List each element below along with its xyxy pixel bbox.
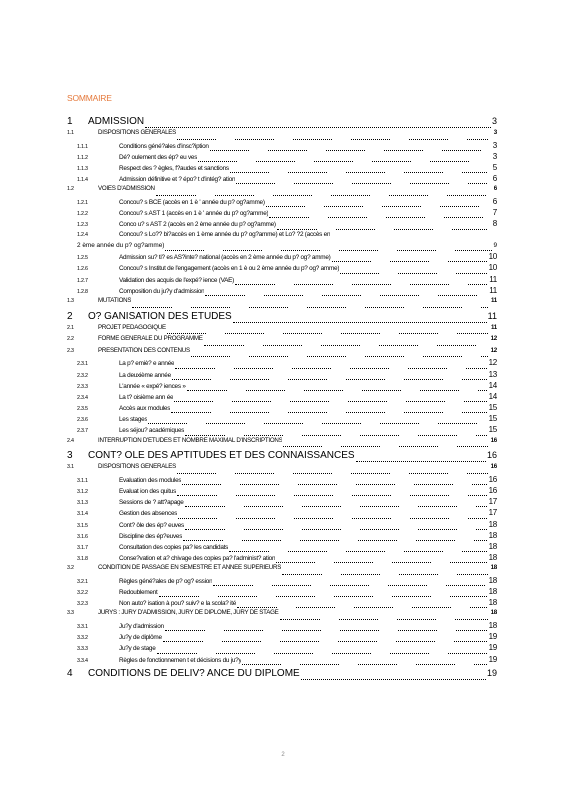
toc-entry-number: 1.2.7 bbox=[77, 277, 88, 284]
toc-entry-leader bbox=[237, 601, 487, 609]
toc-entry-page: 19 bbox=[488, 632, 497, 642]
toc-entry[interactable] bbox=[67, 116, 497, 129]
toc-entry-leader bbox=[236, 177, 487, 185]
toc-entry-number: 1.3 bbox=[67, 297, 74, 304]
toc-entry-leader bbox=[159, 590, 487, 598]
toc-entry-page: 3 bbox=[492, 140, 497, 150]
toc-entry-number: 3.1.8 bbox=[77, 556, 88, 563]
toc-entry-number: 3.1.5 bbox=[77, 522, 88, 529]
toc-entry-label: Accès aux modules bbox=[119, 405, 171, 413]
toc-entry[interactable] bbox=[67, 564, 497, 576]
toc-entry-leader bbox=[229, 545, 487, 553]
toc-entry-label: Conditions géné?ales d'insc?iption bbox=[119, 142, 209, 150]
toc-entry[interactable] bbox=[67, 347, 497, 359]
toc-entry-page: 16 bbox=[490, 436, 497, 444]
toc-entry-label: Validation des acquis de l'expé? ience (VAE) bbox=[119, 276, 235, 284]
toc-entry-page: 14 bbox=[488, 391, 497, 401]
toc-entry-leader bbox=[182, 478, 487, 486]
toc-entry-label: La deuxième année bbox=[119, 371, 171, 379]
toc-entry[interactable] bbox=[67, 486, 497, 497]
toc-entry-label: Respect des ? ègles, f?audes et sanctions bbox=[119, 164, 229, 172]
toc-entry-page: 19 bbox=[486, 667, 497, 678]
toc-entry-label: Cont? ôle des ép? euves bbox=[119, 521, 184, 529]
toc-entry-number: 1.1.2 bbox=[77, 154, 88, 161]
toc-entry-leader bbox=[280, 613, 488, 621]
toc-entry-label: Ju?y de diplôme bbox=[119, 634, 162, 642]
toc-entry-number: 3.1.6 bbox=[77, 533, 88, 540]
toc-entry[interactable] bbox=[67, 531, 497, 542]
toc-heading: SOMMAIRE bbox=[67, 93, 112, 103]
toc-entry-page: 6 bbox=[492, 196, 497, 206]
toc-entry-number: 1.1.3 bbox=[77, 165, 88, 172]
toc-entry-label: Sessions de ? att?apage bbox=[119, 499, 184, 507]
toc-entry[interactable] bbox=[67, 450, 497, 463]
toc-entry[interactable] bbox=[67, 632, 497, 643]
toc-entry-label: Les stages bbox=[119, 416, 148, 424]
toc-entry-page: 18 bbox=[490, 609, 497, 617]
toc-entry-number: 1.1 bbox=[67, 130, 74, 136]
toc-entry-number: 3.1.2 bbox=[77, 489, 88, 495]
toc-entry-leader bbox=[266, 200, 487, 208]
toc-entry-page: 11 bbox=[489, 285, 497, 295]
toc-entry-page: 15 bbox=[488, 414, 497, 424]
toc-entry-number: 1.2.3 bbox=[77, 222, 88, 229]
toc-entry-page: 16 bbox=[490, 463, 497, 471]
toc-entry-label: CONT? OLE DES APTITUDES ET DES CONNAISSANCES bbox=[88, 450, 355, 462]
toc-entry-number: 1.1.4 bbox=[77, 177, 88, 184]
toc-entry[interactable] bbox=[67, 358, 497, 369]
toc-entry-label: MUTATIONS bbox=[98, 296, 132, 304]
toc-entry-label: Composition du ju?y d'admission bbox=[119, 287, 205, 295]
toc-entry-leader bbox=[172, 373, 487, 381]
toc-entry-leader bbox=[165, 244, 492, 252]
toc-entry[interactable] bbox=[67, 174, 497, 185]
toc-entry-leader bbox=[269, 211, 487, 219]
toc-entry-leader bbox=[175, 362, 487, 370]
toc-entry-number: 2.3.4 bbox=[77, 394, 88, 401]
toc-entry-number: 3.1.3 bbox=[77, 500, 88, 507]
toc-entry-number: 3.2.1 bbox=[77, 578, 88, 585]
toc-entry-number: 1.2.6 bbox=[77, 266, 88, 273]
toc-entry-label: Concou? s Lo?? bi?accès en 1 ème année du p? og?amme) et Lo? ?2 (accès en bbox=[119, 230, 331, 238]
toc-entry-leader bbox=[332, 255, 487, 263]
toc-entry-leader bbox=[356, 455, 486, 463]
toc-entry-number: 3.1.7 bbox=[77, 544, 88, 551]
toc-entry-page: 18 bbox=[488, 541, 497, 551]
toc-entry-number: 2.3.1 bbox=[77, 361, 88, 368]
toc-entry-label: Conse?vation et a? chivage des copies pa? l'administ? ation bbox=[119, 555, 276, 563]
toc-entry[interactable] bbox=[67, 497, 497, 508]
toc-entry[interactable] bbox=[67, 598, 497, 609]
toc-entry-leader bbox=[301, 673, 486, 681]
toc-entry-leader bbox=[177, 133, 488, 141]
toc-entry[interactable] bbox=[67, 219, 497, 230]
toc-entry[interactable] bbox=[67, 609, 497, 621]
toc-entry-leader bbox=[165, 624, 487, 632]
toc-entry-leader bbox=[177, 489, 487, 497]
toc-entry-label: Ju?y de stage bbox=[119, 645, 156, 653]
toc-entry-number: 1.2 bbox=[67, 186, 74, 193]
toc-entry[interactable] bbox=[67, 335, 497, 347]
toc-entry[interactable] bbox=[67, 508, 497, 519]
toc-entry-label: 2 ème année du p? og?amme) bbox=[77, 241, 165, 249]
toc-entry-number: 2.3 bbox=[67, 347, 74, 354]
toc-entry-leader bbox=[187, 384, 487, 392]
toc-entry-number: 3.1 bbox=[67, 464, 74, 471]
toc-entry[interactable] bbox=[67, 324, 497, 336]
toc-entry-page: 5 bbox=[492, 162, 497, 172]
toc-entry-page: 16 bbox=[488, 474, 497, 484]
toc-entry-leader bbox=[167, 327, 488, 335]
toc-entry-leader bbox=[163, 635, 487, 643]
toc-entry[interactable] bbox=[67, 553, 497, 564]
toc-entry-leader bbox=[183, 534, 487, 542]
toc-entry-number: 2.3.6 bbox=[77, 417, 88, 424]
toc-entry-leader bbox=[282, 568, 488, 576]
toc-entry[interactable] bbox=[67, 197, 497, 208]
toc-entry-leader bbox=[177, 467, 488, 475]
toc-entry-number: 1.2.2 bbox=[77, 211, 88, 218]
toc-entry-number: 4 bbox=[67, 667, 73, 679]
toc-entry-leader bbox=[276, 556, 487, 564]
toc-entry-label: Règles géné?ales de p? og? ession bbox=[119, 577, 213, 585]
toc-entry-label: ADMISSION bbox=[88, 116, 145, 127]
toc-entry-page: 11 bbox=[489, 274, 497, 284]
toc-entry-label: Consultation des copies pa? les candidats bbox=[119, 543, 229, 551]
toc-entry-number: 3.1.1 bbox=[77, 477, 88, 484]
toc-entry-label: Gestion des absences bbox=[119, 510, 178, 518]
toc-entry-page: 18 bbox=[490, 564, 497, 572]
toc-entry-label: Les séjou? académiques bbox=[119, 427, 185, 435]
toc-entry[interactable] bbox=[67, 208, 497, 219]
toc-entry-leader bbox=[242, 658, 487, 666]
toc-entry-page: 8 bbox=[492, 219, 497, 229]
toc-entry-page: 3 bbox=[492, 151, 497, 161]
toc-entry-label: FORME GENERALE DU PROGRAMME bbox=[98, 335, 203, 343]
toc-entry-label: L'année « expé? iences » bbox=[119, 382, 186, 390]
toc-entry-page: 6 bbox=[492, 174, 497, 184]
toc-entry-label: JURYS : JURY D'ADMISSION, JURY DE DIPLÔME, JURY DE STAGE bbox=[98, 609, 279, 617]
toc-entry[interactable] bbox=[67, 263, 497, 274]
toc-entry-page: 16 bbox=[486, 450, 497, 461]
toc-entry-label: Evaluation des modules bbox=[119, 476, 182, 484]
toc-entry-number: 3.2.3 bbox=[77, 601, 88, 608]
toc-entry[interactable] bbox=[67, 655, 497, 666]
toc-entry-page: 18 bbox=[488, 530, 497, 540]
toc-entry-number: 1 bbox=[67, 116, 73, 127]
toc-entry-page: 16 bbox=[488, 486, 497, 495]
toc-entry[interactable] bbox=[67, 370, 497, 381]
toc-entry-page: 14 bbox=[488, 380, 497, 390]
toc-entry-number: 2.1 bbox=[67, 324, 74, 331]
toc-entry-leader bbox=[340, 267, 487, 275]
toc-entry[interactable] bbox=[67, 152, 497, 163]
toc-entry-leader bbox=[235, 278, 487, 286]
toc-entry-page: 18 bbox=[488, 587, 497, 597]
table-of-contents bbox=[67, 114, 497, 681]
toc-entry-label: Concou? s Institut de l'engagement (accès en 1 è ou 2 ème année du p? og? amme) bbox=[119, 265, 340, 273]
toc-entry-label: INTERRUPTION D'ETUDES ET NOMBRE MAXIMAL D'INSCRIPTIONS bbox=[98, 436, 283, 444]
toc-entry-leader bbox=[205, 289, 487, 297]
toc-entry-label: Concou? s BCE (accès en 1 è ' année du p? og?amme) bbox=[119, 198, 265, 206]
toc-entry[interactable] bbox=[67, 520, 497, 531]
toc-entry-leader bbox=[185, 429, 487, 437]
toc-entry-page: 10 bbox=[488, 252, 497, 262]
toc-entry-number: 2.2 bbox=[67, 336, 74, 343]
toc-entry-page: 3 bbox=[493, 129, 497, 136]
toc-entry-label: Discipline des ép?euves bbox=[119, 532, 183, 540]
toc-entry-label: Ju?y d'admission bbox=[119, 623, 164, 631]
toc-entry-page: 15 bbox=[488, 403, 497, 413]
toc-entry-number: 3.3.4 bbox=[77, 657, 88, 664]
toc-entry-page: 17 bbox=[488, 497, 497, 507]
toc-entry-page: 11 bbox=[490, 323, 497, 331]
toc-entry[interactable] bbox=[67, 242, 497, 253]
toc-entry-page: 18 bbox=[488, 598, 497, 608]
toc-entry-leader bbox=[191, 350, 488, 358]
toc-entry-leader bbox=[213, 579, 487, 587]
toc-entry-number: 2.3.5 bbox=[77, 406, 88, 413]
toc-entry-label: Non auto? isation à pou? suiv? e la scola? ité bbox=[119, 600, 237, 608]
toc-entry-label: Admission su? ti? es AS?inte? national (accès en 2 ème année du p? og? amme) bbox=[119, 254, 331, 262]
toc-entry-page: 19 bbox=[488, 643, 497, 653]
toc-entry[interactable] bbox=[67, 475, 497, 486]
toc-entry[interactable] bbox=[67, 542, 497, 553]
toc-entry-number: 1.1.1 bbox=[77, 143, 88, 150]
toc-entry-label: DISPOSITIONS GENERALES bbox=[98, 463, 177, 471]
toc-entry[interactable] bbox=[67, 403, 497, 414]
toc-entry-label: La t? oisième ann ée bbox=[119, 393, 174, 401]
toc-entry-number: 2 bbox=[67, 310, 73, 322]
toc-entry-leader bbox=[174, 395, 487, 403]
toc-entry-number: 3.3.3 bbox=[77, 646, 88, 653]
toc-entry-leader bbox=[230, 166, 487, 174]
toc-entry-number: 3.3 bbox=[67, 610, 74, 617]
toc-entry-label: Redoublement bbox=[119, 589, 158, 597]
toc-entry-leader bbox=[185, 523, 487, 531]
toc-entry[interactable] bbox=[67, 576, 497, 587]
toc-entry-label: O? GANISATION DES ETUDES bbox=[88, 310, 232, 322]
toc-entry-page: 18 bbox=[488, 553, 497, 563]
toc-entry-page: 13 bbox=[488, 369, 497, 379]
toc-entry-page: 9 bbox=[493, 241, 497, 249]
toc-entry-number: 3.3.1 bbox=[77, 624, 88, 631]
toc-entry-number: 1.2.4 bbox=[77, 231, 88, 238]
toc-entry-number: 1.2.5 bbox=[77, 255, 88, 262]
toc-entry[interactable] bbox=[67, 643, 497, 654]
toc-entry-page: 17 bbox=[488, 508, 497, 518]
toc-entry-number: 1.2.8 bbox=[77, 288, 88, 295]
toc-entry[interactable] bbox=[67, 286, 497, 297]
page-number: 2 bbox=[281, 752, 285, 758]
toc-entry-page: 7 bbox=[492, 208, 497, 218]
toc-entry-page: 3 bbox=[491, 116, 497, 126]
toc-entry-number: 3.1.4 bbox=[77, 511, 88, 518]
toc-entry[interactable] bbox=[67, 437, 497, 449]
toc-entry[interactable] bbox=[67, 252, 497, 263]
toc-entry[interactable] bbox=[67, 185, 497, 197]
toc-entry-leader bbox=[145, 121, 491, 129]
toc-entry[interactable] bbox=[67, 231, 497, 242]
toc-entry-page: 11 bbox=[490, 296, 497, 304]
toc-entry[interactable] bbox=[67, 414, 497, 425]
toc-entry-leader bbox=[171, 406, 487, 414]
toc-entry-label: VOIES D'ADMISSION bbox=[98, 185, 155, 193]
toc-entry-number: 2.4 bbox=[67, 437, 74, 444]
toc-entry-label: Admission définitive et ? épo? t d'intég? ation bbox=[119, 176, 236, 184]
toc-entry[interactable] bbox=[67, 425, 497, 436]
toc-entry-page: 12 bbox=[488, 358, 497, 368]
toc-entry-leader bbox=[233, 316, 487, 324]
toc-entry[interactable] bbox=[67, 297, 497, 309]
toc-entry-label: CONDITIONS DE DELIV? ANCE DU DIPLOME bbox=[88, 667, 300, 679]
toc-entry-page: 6 bbox=[493, 185, 497, 193]
toc-entry[interactable] bbox=[67, 381, 497, 392]
toc-entry-page: 10 bbox=[488, 263, 497, 273]
toc-entry[interactable] bbox=[67, 621, 497, 632]
toc-entry-label: DISPOSITIONS GENERALES bbox=[98, 129, 177, 136]
toc-entry-leader bbox=[156, 189, 488, 197]
toc-entry-label: CONDITION DE PASSAGE EN SEMESTRE ET ANNEE SUPERIEURS bbox=[98, 564, 282, 572]
toc-entry-leader bbox=[198, 155, 487, 163]
toc-entry-label: Dé? oulement des ép? eu ves bbox=[119, 153, 198, 161]
toc-entry-leader bbox=[148, 417, 487, 425]
toc-entry-leader bbox=[178, 512, 487, 520]
toc-entry-page: 18 bbox=[488, 519, 497, 529]
toc-entry-label: Règles de fonctionnemen t et décisions du ju?y bbox=[119, 656, 242, 664]
toc-entry-page: 18 bbox=[488, 621, 497, 631]
toc-entry-number: 3.3.2 bbox=[77, 635, 88, 642]
toc-entry-label: Conco u? s AST 2 (accès en 2 ème année du p? og?amme) bbox=[119, 221, 276, 229]
toc-entry-label: Concou? s AST 1 (accès en 1 è ' année du p? og?amme) bbox=[119, 210, 269, 218]
toc-entry-leader bbox=[185, 500, 487, 508]
toc-entry-label: Evaluat ion des quitus bbox=[119, 488, 177, 495]
toc-entry[interactable] bbox=[67, 311, 497, 324]
toc-entry-label: La p? emiè? e année bbox=[119, 360, 175, 368]
toc-entry-leader bbox=[157, 647, 487, 655]
toc-entry-number: 3.2 bbox=[67, 565, 74, 572]
toc-entry-label: PRESENTATION DES CONTENUS bbox=[98, 346, 190, 354]
toc-entry[interactable] bbox=[67, 392, 497, 403]
toc-entry-leader bbox=[204, 339, 488, 347]
toc-entry-page: 12 bbox=[490, 346, 497, 354]
toc-entry[interactable] bbox=[67, 275, 497, 286]
toc-entry[interactable] bbox=[67, 163, 497, 174]
toc-entry-page: 15 bbox=[488, 425, 497, 435]
toc-entry[interactable] bbox=[67, 587, 497, 598]
toc-entry-number: 3 bbox=[67, 450, 73, 462]
toc-entry-page: 19 bbox=[488, 654, 497, 664]
toc-entry-number: 2.3.2 bbox=[77, 372, 88, 379]
toc-entry-leader bbox=[132, 301, 488, 309]
toc-entry[interactable] bbox=[67, 129, 497, 141]
toc-entry-number: 2.3.7 bbox=[77, 428, 88, 435]
toc-entry-number: 1.2.1 bbox=[77, 199, 88, 206]
toc-entry-leader bbox=[277, 223, 487, 231]
toc-entry-number: 2.3.3 bbox=[77, 383, 88, 390]
toc-entry[interactable] bbox=[67, 141, 497, 152]
toc-entry-number: 3.2.2 bbox=[77, 590, 88, 597]
toc-entry-page: 12 bbox=[490, 335, 497, 343]
toc-entry-label: PROJET PEDAGOGIQUE bbox=[98, 323, 166, 331]
toc-entry[interactable] bbox=[67, 463, 497, 475]
toc-entry-page: 11 bbox=[487, 310, 497, 321]
toc-entry-leader bbox=[210, 144, 487, 152]
toc-entry-page: 18 bbox=[488, 575, 497, 585]
toc-entry-leader bbox=[283, 440, 488, 448]
toc-entry[interactable] bbox=[67, 668, 497, 681]
